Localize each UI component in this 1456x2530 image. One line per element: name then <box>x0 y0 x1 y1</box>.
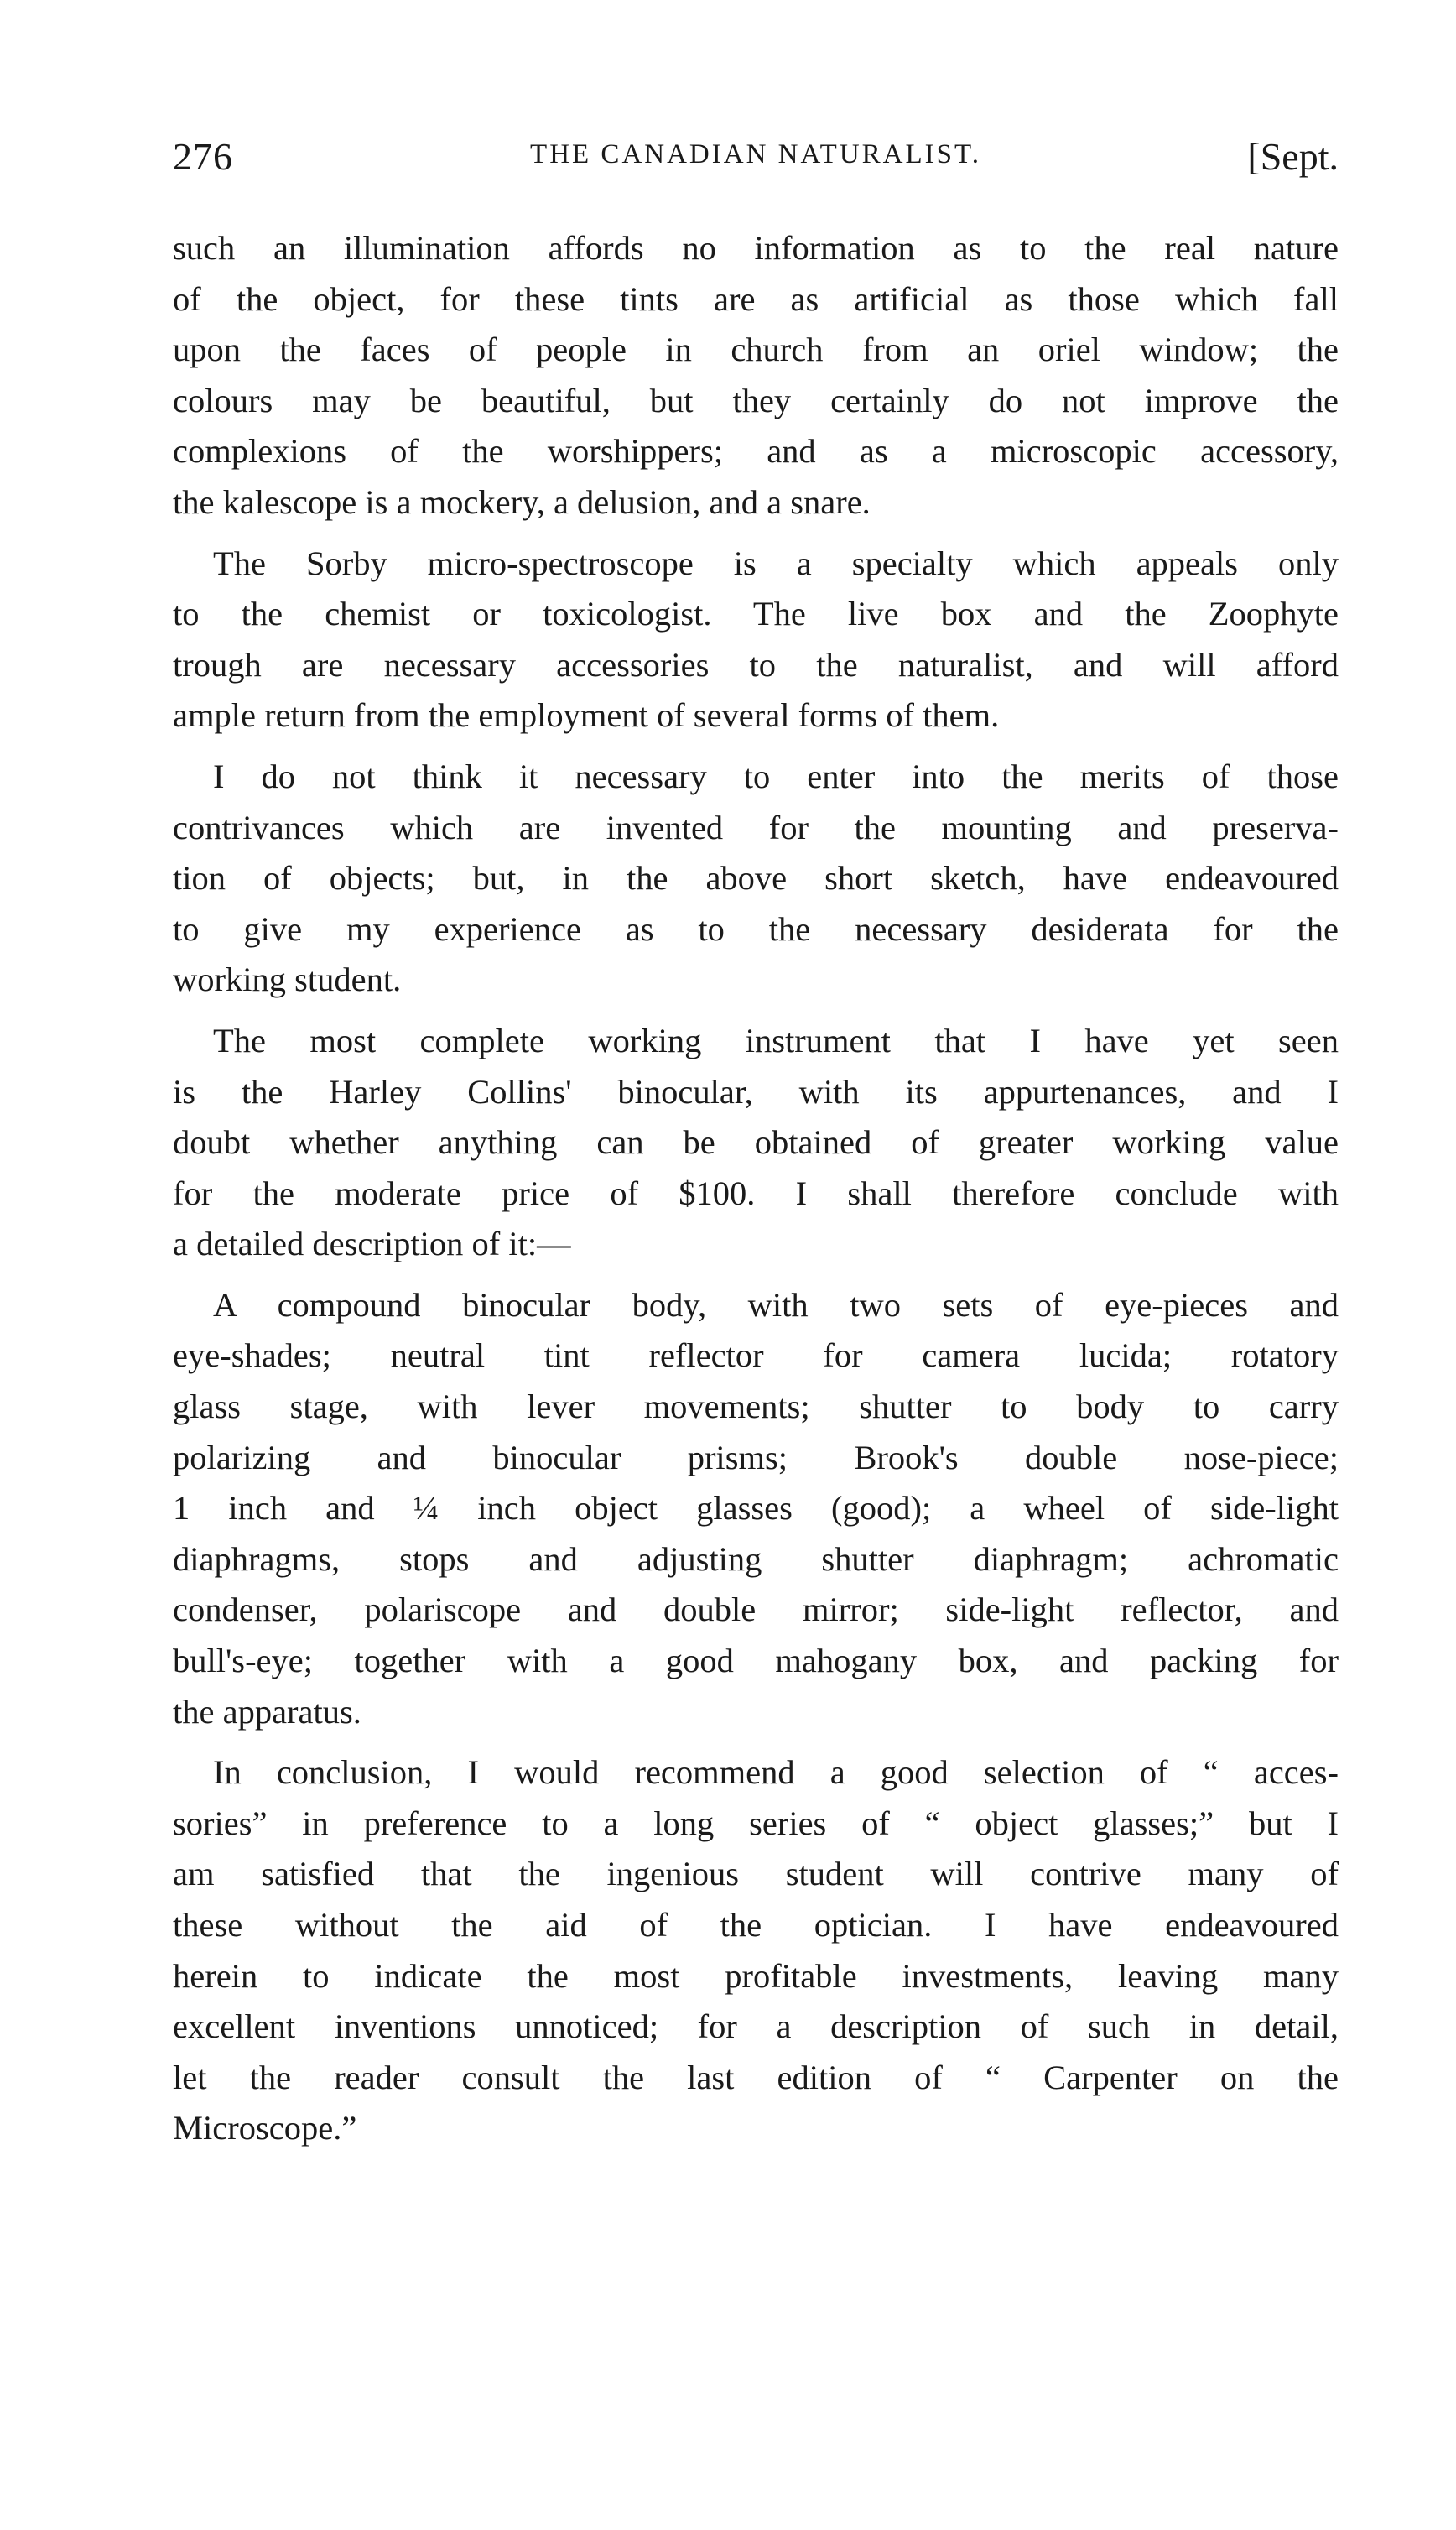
text-line: sories” in preference to a long series of “ object glasses;” but I <box>173 1804 1339 1842</box>
text-line: bull's-eye; together with a good mahogany box, and packing for <box>173 1642 1339 1680</box>
text-line: glass stage, with lever movements; shutter to body to carry <box>173 1387 1339 1426</box>
text-line: the apparatus. <box>173 1692 361 1731</box>
text-line: polarizing and binocular prisms; Brook's double nose-piece; <box>173 1438 1339 1476</box>
text-line: diaphragms, stops and adjusting shutter diaphragm; achromatic <box>173 1539 1339 1578</box>
text-line: to the chemist or toxicologist. The live box and the Zoophyte <box>173 595 1339 633</box>
text-line: excellent inventions unnoticed; for a description of such in detail, <box>173 2007 1339 2046</box>
paragraph-kalescope <box>173 223 1339 528</box>
running-date: [Sept. <box>1247 135 1339 178</box>
text-line: such an illumination affords no information as to the real nature <box>173 229 1339 267</box>
text-line: for the moderate price of $100. I shall therefore conclude with <box>173 1174 1339 1212</box>
text-line: contrivances which are invented for the mounting and preserva- <box>173 808 1339 846</box>
paragraph-sorby <box>173 539 1339 742</box>
text-line: complexions of the worshippers; and as a microscopic accessory, <box>173 432 1339 471</box>
text-line: I do not think it necessary to enter into the merits of those <box>213 757 1339 795</box>
page-header <box>173 134 1339 201</box>
paragraph-contrivances <box>173 752 1339 1006</box>
text-line: ample return from the employment of several forms of them. <box>173 696 1000 735</box>
text-line: a detailed description of it:— <box>173 1225 571 1263</box>
text-line: A compound binocular body, with two sets of eye-pieces and <box>213 1285 1339 1324</box>
text-line: herein to indicate the most profitable investments, leaving many <box>173 1956 1339 1995</box>
text-line: am satisfied that the ingenious student will contrive many of <box>173 1855 1339 1893</box>
text-line: condenser, polariscope and double mirror; side-light reflector, and <box>173 1590 1339 1629</box>
text-line: trough are necessary accessories to the naturalist, and will afford <box>173 645 1339 684</box>
text-line: 1 inch and ¼ inch object glasses (good); a wheel of side-light <box>173 1489 1339 1528</box>
text-line: eye-shades; neutral tint reflector for camera lucida; rotatory <box>173 1336 1339 1375</box>
text-line: The Sorby micro-spectroscope is a specialty which appeals only <box>213 544 1339 582</box>
text-line: of the object, for these tints are as artificial as those which fall <box>173 279 1339 318</box>
text-line: is the Harley Collins' binocular, with its appurtenances, and I <box>173 1072 1339 1111</box>
paragraph-description <box>173 1280 1339 1737</box>
article-body <box>173 223 1339 2154</box>
page-number: 276 <box>173 135 233 178</box>
text-line: to give my experience as to the necessary desiderata for the <box>173 909 1339 948</box>
text-line: tion of objects; but, in the above short sketch, have endeavoured <box>173 859 1339 898</box>
text-line: In conclusion, I would recommend a good selection of “ acces- <box>213 1753 1339 1792</box>
paragraph-harley-collins <box>173 1016 1339 1270</box>
text-line: these without the aid of the optician. I have endeavoured <box>173 1906 1339 1944</box>
text-line: working student. <box>173 960 402 999</box>
paragraph-conclusion <box>173 1747 1339 2154</box>
text-line: The most complete working instrument that I have yet seen <box>213 1021 1339 1059</box>
text-line: the kalescope is a mockery, a delusion, and a snare. <box>173 482 871 521</box>
running-title: THE CANADIAN NATURALIST. <box>530 139 981 169</box>
text-line: doubt whether anything can be obtained of greater working value <box>173 1123 1339 1162</box>
text-line: upon the faces of people in church from an oriel window; the <box>173 331 1339 369</box>
text-line: Microscope.” <box>173 2109 357 2147</box>
text-line: let the reader consult the last edition of “ Carpenter on the <box>173 2058 1339 2096</box>
text-line: colours may be beautiful, but they certainly do not improve the <box>173 381 1339 419</box>
